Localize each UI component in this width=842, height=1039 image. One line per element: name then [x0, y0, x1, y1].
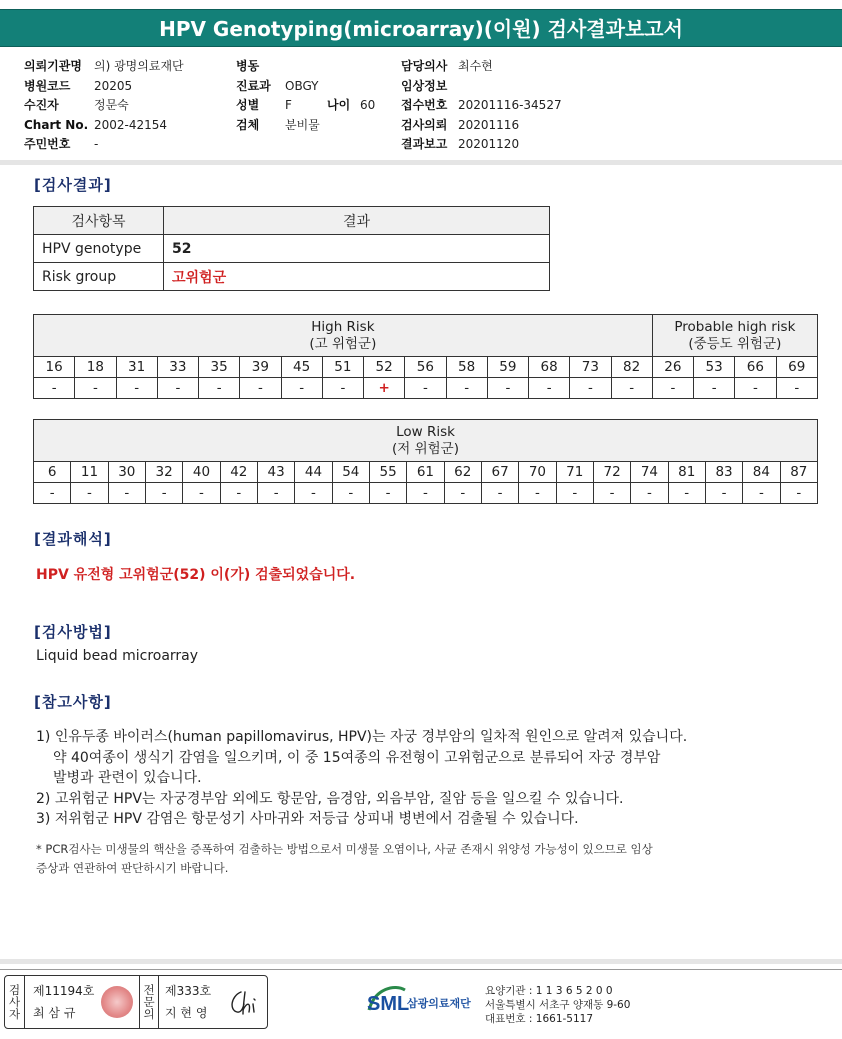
genotype-type: 31 — [116, 357, 157, 378]
result-header-value: 결과 — [164, 207, 550, 235]
report-title: HPV Genotyping(microarray)(이원) 검사결과보고서 — [0, 9, 842, 47]
table-row — [34, 378, 818, 399]
inspector-label: 검 사 자 — [5, 976, 25, 1028]
high-risk-table — [33, 314, 818, 399]
info-value: OBGY — [285, 78, 319, 93]
note-line: 약 40여종이 생식기 감염을 일으키며, 이 중 15여종의 유전형이 고위험군으로 분류되어 자궁 경부암 — [53, 749, 661, 766]
genotype-type: 42 — [220, 462, 257, 483]
specialist-name: 지 현 영 — [165, 1006, 208, 1020]
genotype-result: - — [295, 483, 332, 504]
info-value: 20201116-34527 — [458, 98, 562, 112]
genotype-result: - — [145, 483, 182, 504]
genotype-result: - — [735, 378, 776, 399]
genotype-result: - — [570, 378, 611, 399]
genotype-type: 68 — [529, 357, 570, 378]
note-line: 1) 인유두종 바이러스(human papillomavirus, HPV)는 자궁 경부암의 일차적 원인으로 알려져 있습니다. — [36, 729, 688, 745]
genotype-type: 56 — [405, 357, 446, 378]
genotype-result: - — [240, 378, 281, 399]
genotype-result: - — [369, 483, 406, 504]
genotype-type: 62 — [444, 462, 481, 483]
genotype-type: 83 — [705, 462, 742, 483]
org-phone: 대표번호 : 1661-5117 — [485, 1013, 594, 1025]
notes-list — [36, 727, 687, 830]
genotype-type: 16 — [34, 357, 75, 378]
genotype-result: - — [108, 483, 145, 504]
genotype-result: - — [652, 378, 693, 399]
info-label: 결과보고 — [401, 137, 448, 151]
genotype-result: - — [611, 378, 652, 399]
patient-info-col1 — [24, 57, 184, 155]
info-label: 진료과 — [236, 78, 271, 93]
genotype-result: - — [116, 378, 157, 399]
note-line: 2) 고위험군 HPV는 자궁경부암 외에도 항문암, 음경암, 외음부암, 질암 등을 일으킬 수 있습니다. — [36, 790, 624, 807]
info-value: - — [94, 137, 99, 151]
genotype-result: - — [157, 378, 198, 399]
info-label: 성별 — [236, 98, 260, 112]
svg-text:SML: SML — [367, 993, 410, 1015]
genotype-type: 43 — [257, 462, 294, 483]
genotype-type: 58 — [446, 357, 487, 378]
probable-risk-header — [652, 315, 817, 357]
genotype-type: 82 — [611, 357, 652, 378]
genotype-result: - — [743, 483, 780, 504]
inspector-number: 제11194호 — [33, 984, 95, 998]
genotype-type: 55 — [369, 462, 406, 483]
info-value: 20205 — [94, 78, 133, 93]
info-value: 20201116 — [458, 117, 520, 132]
info-value: 2002-42154 — [94, 117, 168, 132]
table-row — [34, 462, 818, 483]
genotype-result: - — [705, 483, 742, 504]
note-line: 발병과 관련이 있습니다. — [53, 770, 202, 786]
genotype-result: - — [446, 378, 487, 399]
genotype-type: 45 — [281, 357, 322, 378]
info-value: 최수현 — [458, 59, 493, 73]
signature-box — [4, 975, 268, 1029]
note-line: 3) 저위험군 HPV 감염은 항문성기 사마귀와 저등급 상피내 병변에서 검출될 수 있습니다. — [36, 811, 579, 827]
genotype-result: - — [183, 483, 220, 504]
genotype-result: - — [199, 378, 240, 399]
seal-stamp-icon — [101, 986, 133, 1018]
genotype-result: - — [220, 483, 257, 504]
result-table — [33, 206, 550, 291]
patient-info-col3 — [401, 57, 562, 155]
signature-icon — [227, 988, 263, 1018]
genotype-result: - — [332, 483, 369, 504]
probable-risk-title: Probable high risk — [674, 318, 796, 335]
info-label: 검사의뢰 — [401, 117, 448, 132]
info-label: 의뢰기관명 — [24, 59, 82, 73]
genotype-type: 52 — [364, 357, 405, 378]
genotype-type: 87 — [780, 462, 817, 483]
organization-info — [485, 984, 630, 1026]
section-title-result: [검사결과] — [34, 176, 112, 194]
genotype-type: 40 — [183, 462, 220, 483]
interpretation-text: HPV 유전형 고위험군(52) 이(가) 검출되었습니다. — [36, 567, 356, 583]
genotype-type: 70 — [519, 462, 556, 483]
low-risk-table — [33, 419, 818, 504]
low-risk-title: Low Risk — [396, 423, 455, 440]
info-label: 병동 — [236, 59, 260, 73]
high-risk-subtitle: (고 위험군) — [309, 335, 377, 352]
genotype-type: 44 — [295, 462, 332, 483]
genotype-result: - — [405, 378, 446, 399]
method-text: Liquid bead microarray — [36, 648, 199, 664]
genotype-type: 73 — [570, 357, 611, 378]
genotype-type: 18 — [75, 357, 116, 378]
info-value: F — [285, 98, 292, 112]
genotype-type: 81 — [668, 462, 705, 483]
probable-risk-subtitle: (중등도 위험군) — [688, 335, 782, 352]
genotype-result: - — [519, 483, 556, 504]
low-risk-header — [34, 420, 818, 462]
table-row — [34, 357, 818, 378]
info-label: Chart No. — [24, 117, 89, 132]
footer-rule — [0, 969, 842, 970]
genotype-result: - — [75, 378, 116, 399]
genotype-result: - — [556, 483, 593, 504]
genotype-type: 11 — [71, 462, 108, 483]
genotype-type: 84 — [743, 462, 780, 483]
result-value: 고위험군 — [164, 263, 550, 291]
genotype-result: - — [34, 483, 71, 504]
patient-info-col2 — [236, 57, 375, 135]
genotype-result: - — [776, 378, 818, 399]
specialist-number: 제333호 — [165, 984, 212, 998]
genotype-type: 33 — [157, 357, 198, 378]
genotype-result: - — [322, 378, 363, 399]
info-value: 의) 광명의료재단 — [94, 59, 184, 73]
genotype-type: 51 — [322, 357, 363, 378]
high-risk-title: High Risk — [311, 318, 375, 335]
genotype-result: - — [257, 483, 294, 504]
genotype-type: 54 — [332, 462, 369, 483]
info-label: 검체 — [236, 117, 260, 132]
genotype-type: 30 — [108, 462, 145, 483]
organization-name: 삼광의료재단 — [407, 997, 471, 1010]
genotype-result: - — [668, 483, 705, 504]
genotype-type: 61 — [407, 462, 444, 483]
info-label: 주민번호 — [24, 137, 71, 151]
genotype-type: 67 — [481, 462, 518, 483]
result-item: HPV genotype — [34, 235, 164, 263]
footnote — [36, 840, 796, 878]
age-value: 60 — [360, 98, 376, 112]
info-value: 정문숙 — [94, 98, 129, 112]
table-row — [34, 483, 818, 504]
genotype-result: - — [487, 378, 528, 399]
info-label: 접수번호 — [401, 98, 448, 112]
genotype-result: - — [593, 483, 630, 504]
genotype-result: - — [71, 483, 108, 504]
high-risk-header — [34, 315, 653, 357]
footnote-line: 증상과 연관하여 판단하시기 바랍니다. — [36, 861, 229, 875]
genotype-result: - — [529, 378, 570, 399]
genotype-type: 6 — [34, 462, 71, 483]
genotype-result: - — [407, 483, 444, 504]
info-label: 병원코드 — [24, 78, 71, 93]
genotype-result: - — [444, 483, 481, 504]
genotype-type: 32 — [145, 462, 182, 483]
low-risk-subtitle: (저 위험군) — [392, 440, 459, 457]
genotype-type: 69 — [776, 357, 818, 378]
info-label: 담당의사 — [401, 59, 448, 73]
age-label: 나이 — [327, 98, 351, 112]
genotype-type: 39 — [240, 357, 281, 378]
genotype-type: 72 — [593, 462, 630, 483]
genotype-type: 53 — [694, 357, 735, 378]
genotype-result: + — [364, 378, 405, 399]
footer-divider — [0, 959, 842, 964]
table-row — [34, 235, 550, 263]
genotype-result: - — [631, 483, 668, 504]
genotype-type: 35 — [199, 357, 240, 378]
section-title-notes: [참고사항] — [34, 693, 112, 711]
divider — [0, 160, 842, 165]
info-label: 임상정보 — [401, 78, 448, 93]
genotype-result: - — [34, 378, 75, 399]
org-code: 요양기관 : 1 1 3 6 5 2 0 0 — [485, 985, 613, 997]
genotype-result: - — [694, 378, 735, 399]
info-label: 수진자 — [24, 98, 59, 112]
genotype-type: 71 — [556, 462, 593, 483]
info-value: 분비물 — [285, 117, 320, 132]
genotype-result: - — [481, 483, 518, 504]
genotype-type: 59 — [487, 357, 528, 378]
section-title-method: [검사방법] — [34, 623, 112, 641]
genotype-type: 74 — [631, 462, 668, 483]
genotype-result: - — [281, 378, 322, 399]
table-row — [34, 263, 550, 291]
section-title-interpretation: [결과해석] — [34, 530, 112, 548]
specialist-label: 전 문 의 — [139, 976, 159, 1028]
org-address: 서울특별시 서초구 양재동 9-60 — [485, 999, 631, 1011]
genotype-type: 66 — [735, 357, 776, 378]
info-value: 20201120 — [458, 137, 520, 151]
result-value: 52 — [164, 235, 550, 263]
inspector-name: 최 삼 규 — [33, 1006, 76, 1020]
result-header-item: 검사항목 — [34, 207, 164, 235]
genotype-type: 26 — [652, 357, 693, 378]
result-item: Risk group — [34, 263, 164, 291]
genotype-result: - — [780, 483, 817, 504]
footnote-line: * PCR검사는 미생물의 핵산을 증폭하여 검출하는 방법으로서 미생물 오염이나, 사균 존재시 위양성 가능성이 있으므로 임상 — [36, 842, 653, 856]
